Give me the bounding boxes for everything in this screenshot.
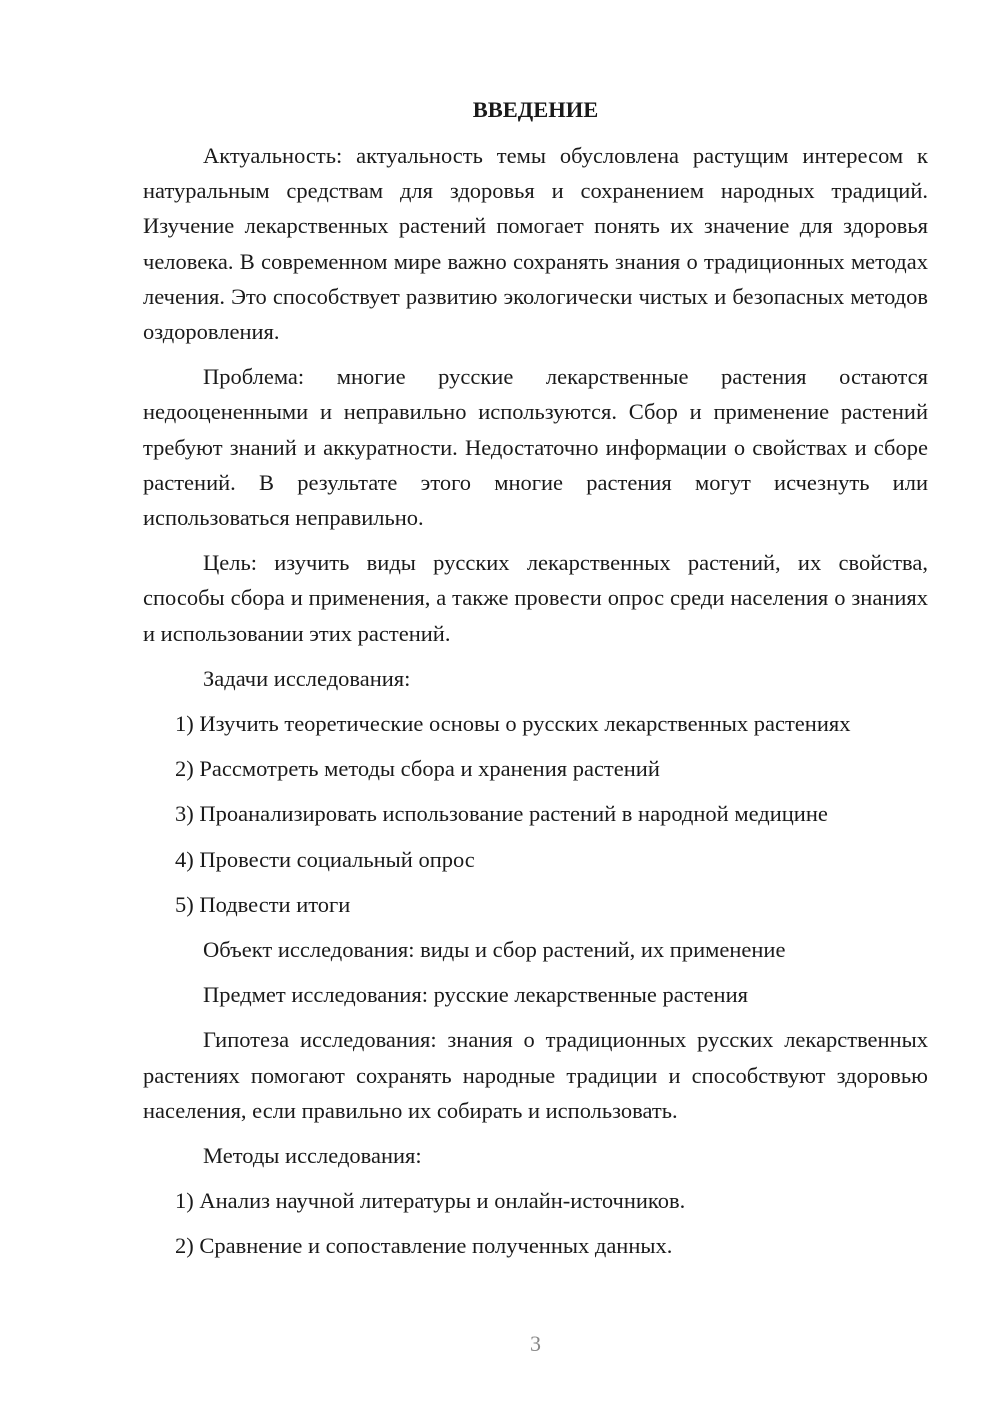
relevance-paragraph: Актуальность: актуальность темы обусловлена растущим интересом к натуральным средствам для здоровья и сохранением народных традиций. Изучение лекарственных растений помогает понять их значение для здоровья человека. В современном мире важно сохранять знания о традиционных методах лечения. Это способствует развитию экологически чистых и безопасных методов оздоровления. bbox=[143, 143, 928, 345]
task-item-1: 1) Изучить теоретические основы о русских лекарственных растениях bbox=[175, 711, 851, 737]
task-item-4: 4) Провести социальный опрос bbox=[175, 846, 475, 872]
page-title: ВВЕДЕНИЕ bbox=[472, 97, 599, 122]
goal-paragraph: Цель: изучить виды русских лекарственных растений, их свойства, способы сбора и применения, а также провести опрос среди населения о знаниях и использовании этих растений. bbox=[143, 550, 928, 646]
method-item-1: 1) Анализ научной литературы и онлайн-источников. bbox=[175, 1188, 686, 1214]
research-subject: Предмет исследования: русские лекарственные растения bbox=[203, 982, 748, 1008]
task-item-3: 3) Проанализировать использование растений в народной медицине bbox=[175, 801, 828, 827]
methods-heading: Методы исследования: bbox=[203, 1143, 422, 1169]
method-item-2: 2) Сравнение и сопоставление полученных данных. bbox=[175, 1233, 673, 1259]
task-item-5: 5) Подвести итоги bbox=[175, 891, 351, 917]
task-item-2: 2) Рассмотреть методы сбора и хранения растений bbox=[175, 756, 660, 782]
page-content bbox=[143, 92, 928, 1274]
hypothesis-paragraph: Гипотеза исследования: знания о традиционных русских лекарственных растениях помогают сохранять народные традиции и способствуют здоровью населения, если правильно их собирать и использовать. bbox=[143, 1027, 928, 1123]
page-number: 3 bbox=[530, 1331, 541, 1356]
research-object: Объект исследования: виды и сбор растений, их применение bbox=[203, 937, 786, 963]
tasks-heading: Задачи исследования: bbox=[203, 665, 411, 691]
problem-paragraph: Проблема: многие русские лекарственные растения остаются недооцененными и неправильно используются. Сбор и применение растений требуют знаний и аккуратности. Недостаточно информации о свойствах и сборе растений. В результате этого многие растения могут исчезнуть или использоваться неправильно. bbox=[143, 364, 928, 531]
